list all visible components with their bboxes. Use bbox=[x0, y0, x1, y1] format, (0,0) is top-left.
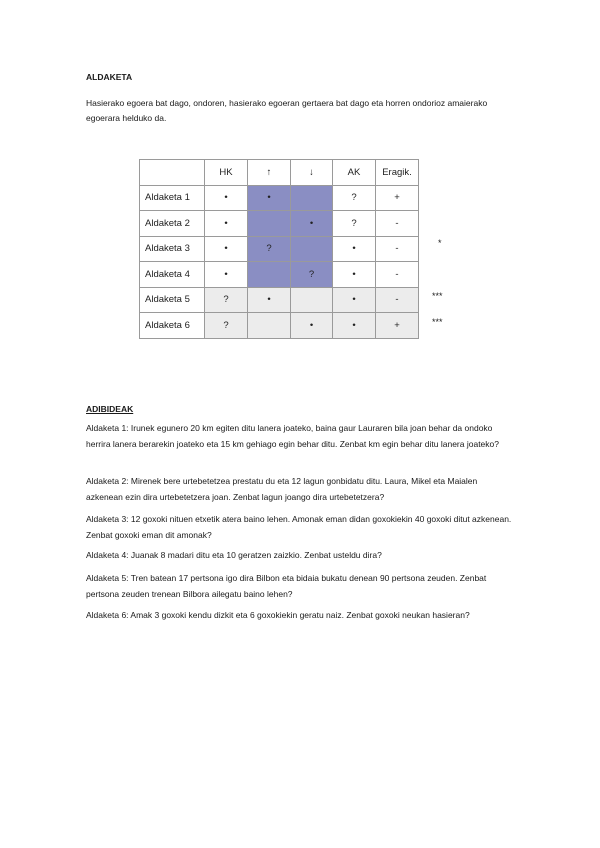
table-row bbox=[140, 211, 419, 237]
table-row bbox=[140, 262, 419, 288]
cell-up: • bbox=[248, 287, 291, 313]
cell-ak: • bbox=[333, 287, 376, 313]
cell-ak: • bbox=[333, 262, 376, 288]
cell-up: • bbox=[248, 185, 291, 211]
cell-hk: • bbox=[205, 185, 248, 211]
row-label: Aldaketa 5 bbox=[140, 287, 205, 313]
table-row bbox=[140, 185, 419, 211]
table-row bbox=[140, 313, 419, 339]
section-title-adibideak: ADIBIDEAK bbox=[86, 404, 134, 414]
cell-ak: ? bbox=[333, 211, 376, 237]
example-paragraph: Aldaketa 6: Amak 3 goxoki kendu dizkit eta 6 goxokiekin geratu naiz. Zenbat goxoki neukan hasieran? bbox=[86, 610, 470, 620]
example-paragraph: Aldaketa 4: Juanak 8 madari ditu eta 10 geratzen zaizkio. Zenbat usteldu dira? bbox=[86, 550, 382, 560]
row-label: Aldaketa 3 bbox=[140, 236, 205, 262]
cell-hk: • bbox=[205, 262, 248, 288]
cell-down bbox=[291, 185, 333, 211]
cell-up bbox=[248, 262, 291, 288]
cell-up: ? bbox=[248, 236, 291, 262]
cell-eragik: + bbox=[376, 185, 419, 211]
example-paragraph: Aldaketa 2: Mirenek bere urtebetetzea prestatu du eta 12 lagun gonbidatu ditu. Laura, Mikel eta Maialen azkenean ezin dira urtebetetzera joan. Zenbat lagun joango dira urtebetetzera? bbox=[86, 476, 478, 502]
cell-eragik: - bbox=[376, 287, 419, 313]
cell-ak: • bbox=[333, 236, 376, 262]
cell-eragik: - bbox=[376, 236, 419, 262]
intro-paragraph: Hasierako egoera bat dago, ondoren, hasierako egoeran gertaera bat dago eta horren ondorioz amaierako egoerara helduko da. bbox=[86, 98, 488, 123]
cell-eragik: - bbox=[376, 262, 419, 288]
cell-up bbox=[248, 211, 291, 237]
cell-down bbox=[291, 287, 333, 313]
side-mark-aldaketa-6: *** bbox=[432, 317, 443, 327]
row-label: Aldaketa 4 bbox=[140, 262, 205, 288]
side-mark-aldaketa-5: *** bbox=[432, 291, 443, 301]
cell-ak: ? bbox=[333, 185, 376, 211]
side-mark-aldaketa-3: * bbox=[438, 238, 442, 248]
aldaketa-table bbox=[139, 159, 419, 339]
cell-hk: ? bbox=[205, 287, 248, 313]
header-cell-empty bbox=[140, 160, 205, 186]
table-row bbox=[140, 236, 419, 262]
cell-hk: ? bbox=[205, 313, 248, 339]
example-paragraph: Aldaketa 5: Tren batean 17 pertsona igo dira Bilbon eta bidaia bukatu denean 90 pertsona zeuden. Zenbat pertsona zeuden trenean Bilbora ailegatu baino lehen? bbox=[86, 573, 487, 599]
cell-eragik: - bbox=[376, 211, 419, 237]
example-paragraph: Aldaketa 3: 12 goxoki nituen etxetik atera baino lehen. Amonak eman didan goxokiekin 40 goxoki ditut azkenean. Zenbat goxoki eman dit amonak? bbox=[86, 514, 512, 540]
cell-up bbox=[248, 313, 291, 339]
header-cell-down: ↓ bbox=[291, 160, 333, 186]
cell-hk: • bbox=[205, 211, 248, 237]
header-cell-hk: HK bbox=[205, 160, 248, 186]
table-row bbox=[140, 287, 419, 313]
cell-hk: • bbox=[205, 236, 248, 262]
cell-down: • bbox=[291, 313, 333, 339]
cell-down: ? bbox=[291, 262, 333, 288]
row-label: Aldaketa 6 bbox=[140, 313, 205, 339]
row-label: Aldaketa 1 bbox=[140, 185, 205, 211]
example-paragraph: Aldaketa 1: Irunek egunero 20 km egiten ditu lanera joateko, baina gaur Lauraren bila joan behar da ondoko herrira lanera berarekin joateko eta 15 km gehiago egin behar ditu. Zenbat km egin behar ditu lanera joateko? bbox=[86, 423, 499, 449]
header-cell-ak: AK bbox=[333, 160, 376, 186]
cell-eragik: + bbox=[376, 313, 419, 339]
cell-down bbox=[291, 236, 333, 262]
table-header-row bbox=[140, 160, 419, 186]
cell-down: • bbox=[291, 211, 333, 237]
header-cell-eragik: Eragik. bbox=[376, 160, 419, 186]
header-cell-up: ↑ bbox=[248, 160, 291, 186]
cell-ak: • bbox=[333, 313, 376, 339]
section-title-aldaketa: ALDAKETA bbox=[86, 72, 133, 82]
row-label: Aldaketa 2 bbox=[140, 211, 205, 237]
